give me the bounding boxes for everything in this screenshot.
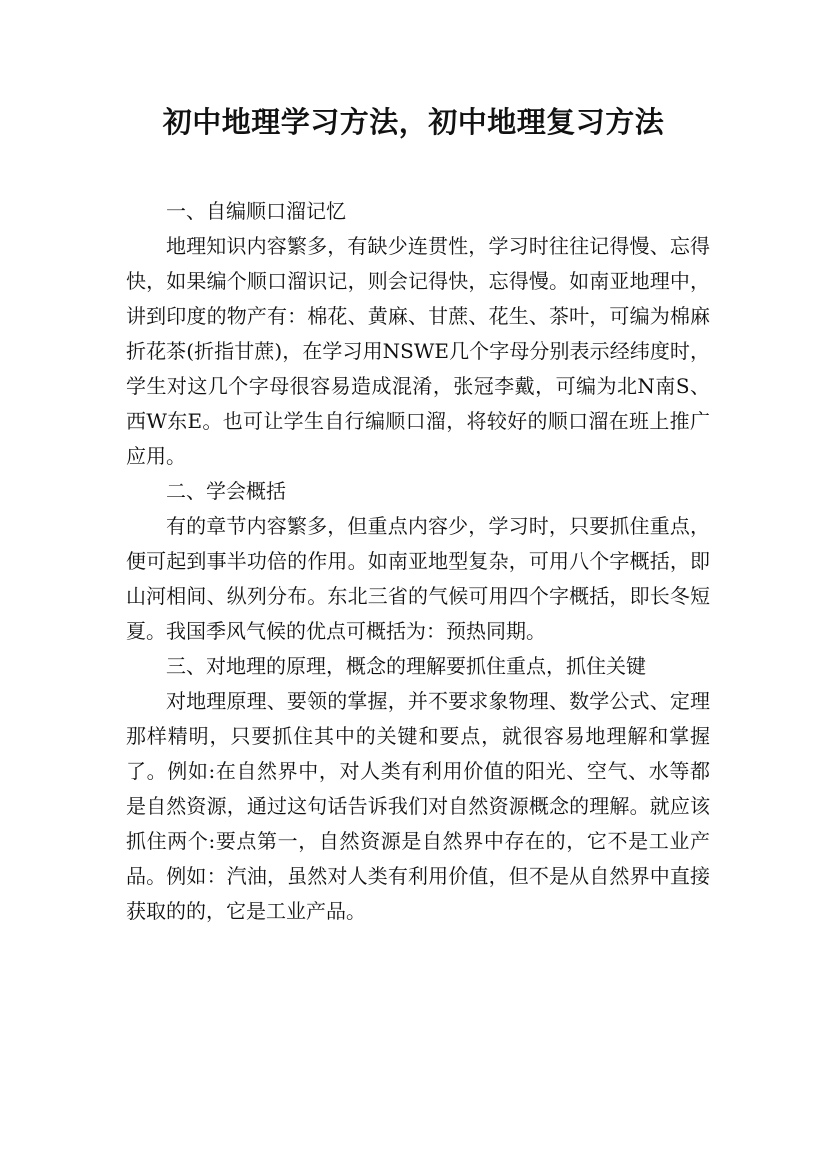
heading-key-points: 三、对地理的原理，概念的理解要抓住重点，抓住关键: [166, 654, 646, 678]
heading-summarize: 二、学会概括: [166, 479, 286, 503]
paragraph-oral-mnemonics: 地理知识内容繁多，有缺少连贯性，学习时往往记得慢、忘得快，如果编个顺口溜识记，则会记得快，忘得慢。如南亚地理中，讲到印度的物产有：棉花、黄麻、甘蔗、花生、茶叶，可编为棉麻折花茶(折指甘蔗)，在学习用NSWE几个字母分别表示经纬度时，学生对这几个字母很容易造成混淆，张冠李戴，可编为北N南S、西W东E。也可让学生自行编顺口溜，将较好的顺口溜在班上推广应用。: [126, 234, 710, 468]
paragraph-summarize: 有的章节内容繁多，但重点内容少，学习时，只要抓住重点，便可起到事半功倍的作用。如南亚地型复杂，可用八个字概括，即山河相间、纵列分布。东北三省的气候可用四个字概括，即长冬短夏。我国季风气候的优点可概括为：预热同期。: [126, 514, 710, 643]
paragraph-key-points: 对地理原理、要领的掌握，并不要求象物理、数学公式、定理那样精明，只要抓住其中的关键和要点，就很容易地理解和掌握了。例如:在自然界中，对人类有利用价值的阳光、空气、水等都是自然资源，通过这句话告诉我们对自然资源概念的理解。就应该抓住两个:要点第一，自然资源是自然界中存在的，它不是工业产品。例如：汽油，虽然对人类有利用价值，但不是从自然界中直接获取的的，它是工业产品。: [126, 689, 710, 923]
document-title: 初中地理学习方法，初中地理复习方法: [162, 105, 665, 139]
heading-oral-mnemonics: 一、自编顺口溜记忆: [166, 199, 346, 223]
document-body: [126, 194, 710, 929]
